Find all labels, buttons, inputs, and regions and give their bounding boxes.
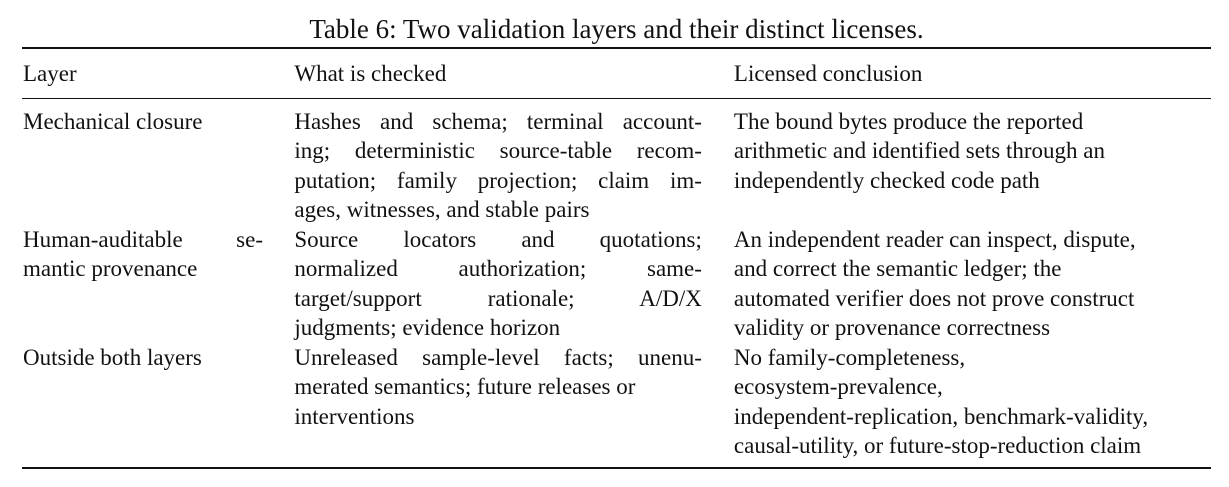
cell-line: Unreleased sample-level facts; unenu- — [294, 344, 702, 370]
cell-line: Hashes and schema; terminal account- — [294, 108, 702, 134]
cell-line: validity or provenance correctness — [733, 315, 1051, 340]
cell-layer — [22, 225, 291, 343]
table-caption: Table 6: Two validation layers and their distinct licenses. — [309, 14, 924, 44]
table-header-row — [22, 49, 1211, 98]
table-row — [22, 107, 1211, 225]
cell-line: normalized authorization; same- — [294, 256, 702, 281]
cell-conclusion — [734, 107, 1211, 225]
cell-checked — [294, 107, 702, 225]
cell-line: causal-utility, or future-stop-reduction claim — [733, 433, 1142, 458]
cell-line: Human-auditable se- — [23, 226, 263, 252]
bottom-rule — [22, 467, 1211, 469]
cell-line: automated verifier does not prove construct — [733, 285, 1135, 311]
table-row — [22, 225, 1211, 343]
cell-line: putation; family projection; claim im- — [294, 167, 702, 193]
cell-line: Outside both layers — [23, 344, 202, 370]
header-licensed-conclusion: Licensed conclusion — [733, 61, 923, 86]
cell-conclusion — [734, 343, 1211, 461]
cell-line: target/support rationale; A/D/X — [294, 285, 702, 311]
header-layer: Layer — [23, 61, 77, 86]
table — [22, 14, 1211, 469]
cell-line: arithmetic and identified sets through an — [733, 138, 1105, 163]
cell-checked — [294, 343, 702, 461]
header-what-is-checked: What is checked — [294, 61, 447, 86]
cell-layer — [22, 343, 291, 461]
cell-layer — [22, 107, 291, 225]
table-row — [22, 343, 1211, 461]
cell-line: Source locators and quotations; — [294, 226, 702, 252]
cell-line: merated semantics; future releases or — [294, 374, 636, 399]
cell-line: An independent reader can inspect, dispute, — [733, 226, 1136, 252]
table-body — [22, 99, 1211, 467]
cell-line: The bound bytes produce the reported — [733, 108, 1084, 134]
cell-line: and correct the semantic ledger; the — [733, 256, 1062, 281]
cell-line: No family-completeness, — [733, 344, 966, 370]
cell-line: independent-replication, benchmark-validity, — [733, 403, 1149, 429]
cell-line: mantic provenance — [23, 256, 198, 281]
cell-checked — [294, 225, 702, 343]
cell-line: judgments; evidence horizon — [294, 315, 561, 340]
cell-line: Mechanical closure — [23, 108, 203, 134]
cell-conclusion — [734, 225, 1211, 343]
cell-line: ecosystem-prevalence, — [733, 374, 943, 399]
cell-line: independently checked code path — [733, 167, 1040, 193]
cell-line: ages, witnesses, and stable pairs — [294, 197, 590, 222]
cell-line: interventions — [294, 403, 415, 429]
cell-line: ing; deterministic source-table recom- — [294, 138, 702, 163]
